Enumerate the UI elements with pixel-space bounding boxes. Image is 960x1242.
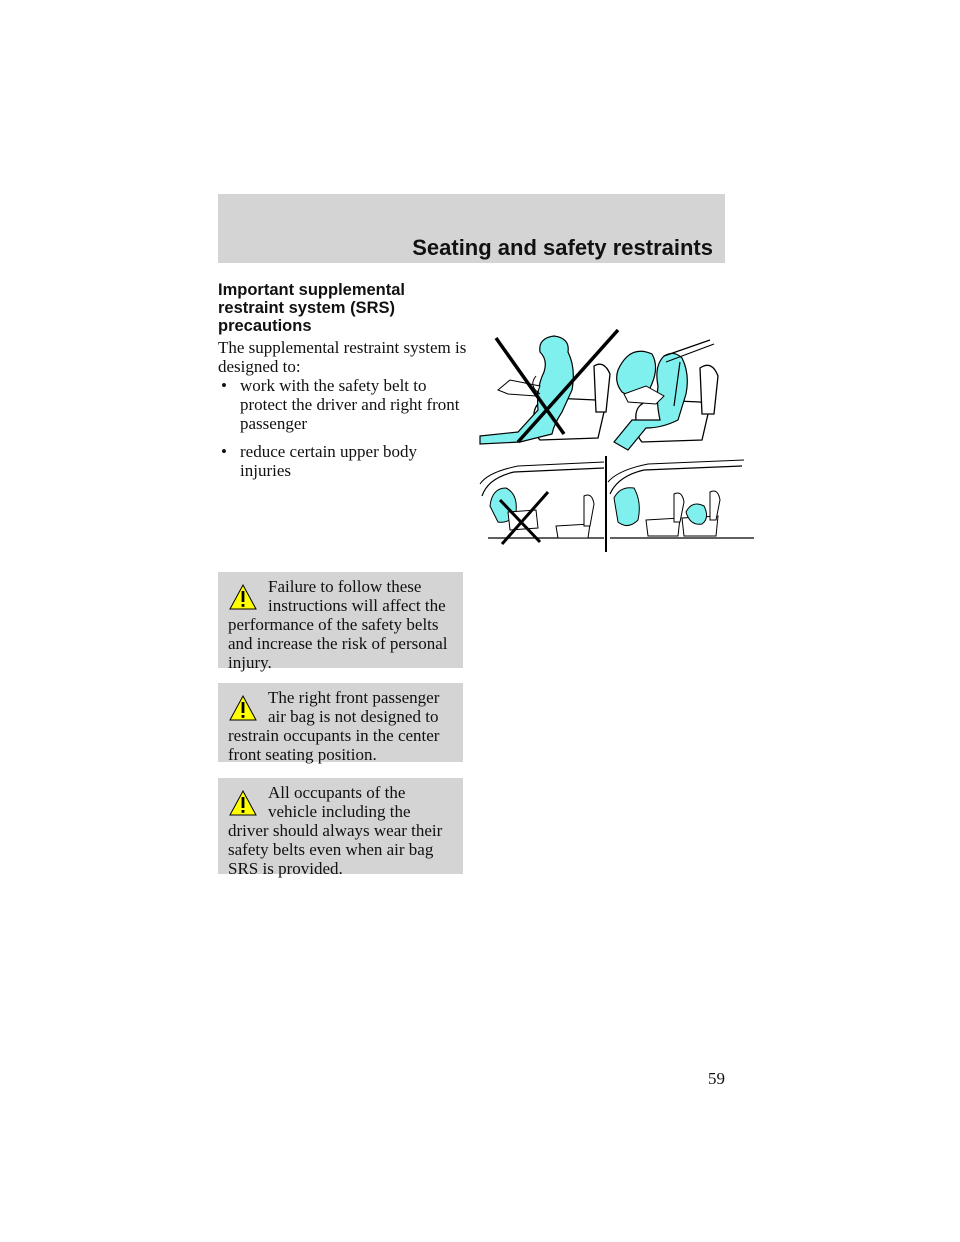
intro-paragraph: The supplemental restraint system is designed to: <box>218 338 467 376</box>
warning-box <box>218 683 463 762</box>
list-item <box>218 376 468 433</box>
section-header-band <box>218 194 725 263</box>
bullet-icon: • <box>221 442 227 461</box>
section-header-title: Seating and safety restraints <box>412 235 713 260</box>
warning-triangle-icon <box>228 694 258 722</box>
section-heading: Important supplemental restraint system (SRS) precautions <box>218 281 406 335</box>
warning-triangle-icon <box>228 583 258 611</box>
warning-box <box>218 778 463 878</box>
bullet-list <box>218 376 468 489</box>
page-number: 59 <box>708 1069 725 1088</box>
improper-position-figure <box>480 336 610 444</box>
warning-triangle-icon <box>228 789 258 817</box>
bullet-icon: • <box>221 376 227 395</box>
proper-position-figure <box>614 340 718 450</box>
bullet-text: work with the safety belt to protect the driver and right front passenger <box>240 376 460 433</box>
warning-text: All occupants of the vehicle including the driver should always wear their safety belts even when air bag SRS is provided. <box>228 783 443 878</box>
car-interior-left <box>480 462 604 544</box>
warning-text: The right front passenger air bag is not designed to restrain occupants in the center front seating position. <box>228 688 440 764</box>
airbag-illustration <box>478 316 762 556</box>
car-interior-right <box>608 460 754 538</box>
bullet-text: reduce certain upper body injuries <box>240 442 417 480</box>
list-item <box>218 442 468 480</box>
warning-box <box>218 572 463 672</box>
warning-text: Failure to follow these instructions will affect the performance of the safety belts and increase the risk of personal injury. <box>228 577 448 672</box>
